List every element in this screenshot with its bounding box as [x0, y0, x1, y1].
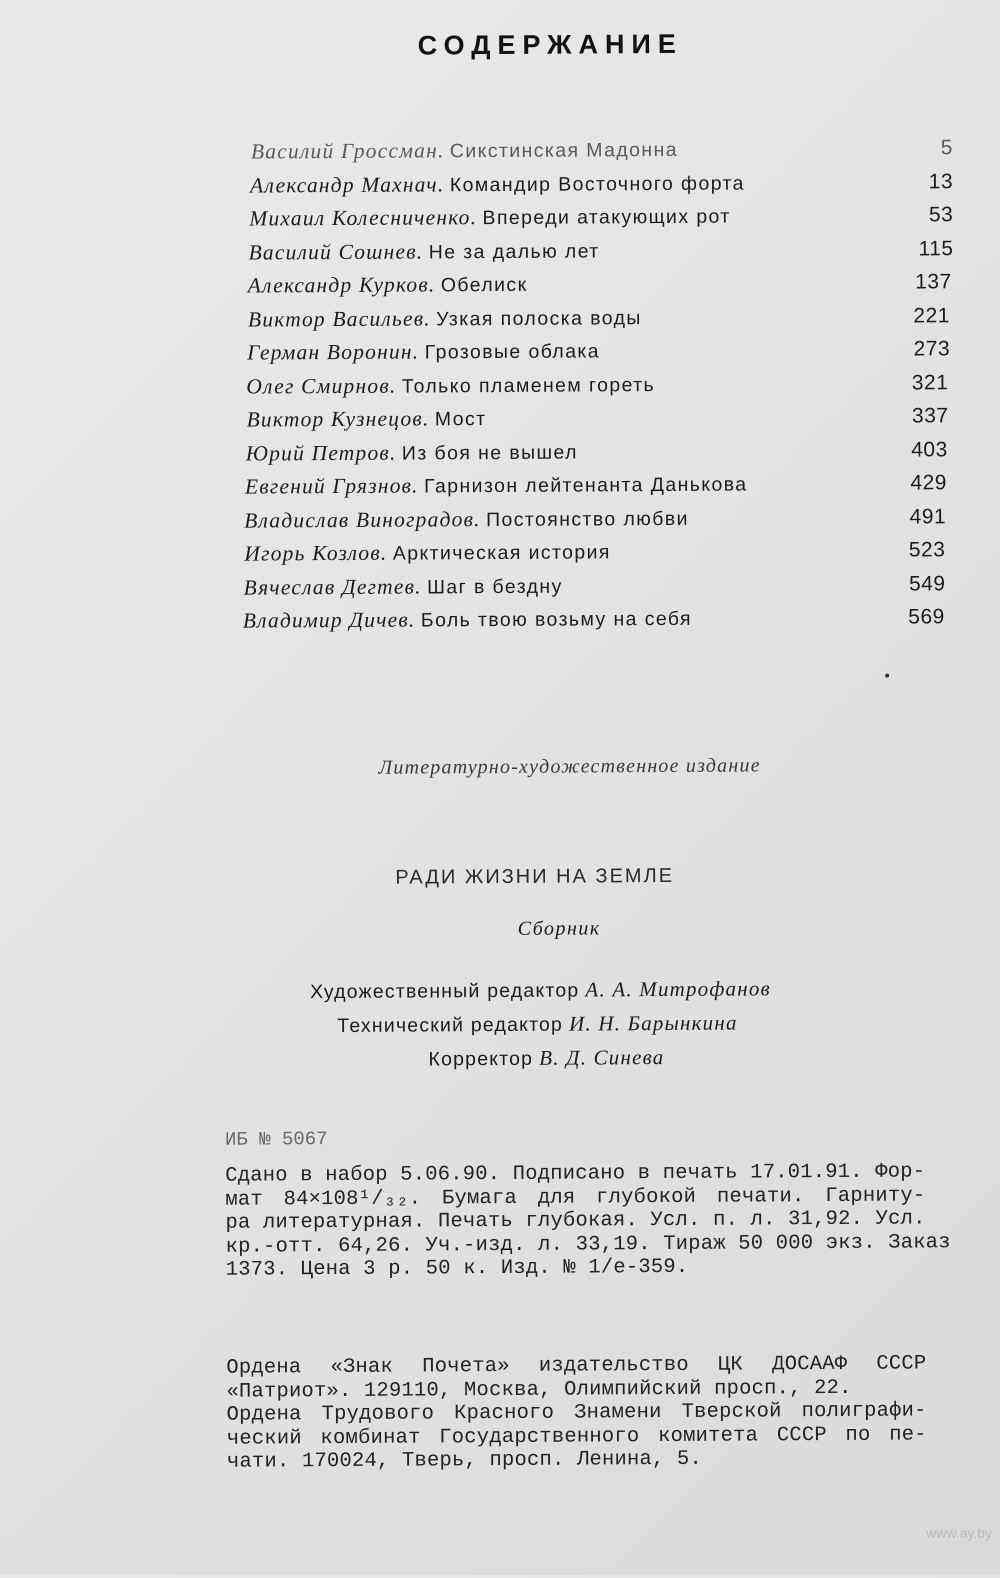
print-line: 1373. Цена 3 р. 50 к. Изд. № 1/е-359. — [225, 1255, 689, 1282]
toc-story-title: Узкая полоска воды — [436, 306, 642, 330]
toc-page-number: 53 — [928, 203, 954, 227]
toc-author: Виктор Кузнецов. — [246, 406, 430, 432]
toc-page-number: 137 — [915, 270, 952, 294]
credit-role: Технический редактор — [337, 1013, 564, 1038]
credit-role: Корректор — [428, 1047, 534, 1071]
toc-entry — [244, 533, 959, 571]
credit-person: А. А. Митрофанов — [585, 976, 771, 1002]
ib-number: ИБ № 5067 — [224, 1128, 328, 1151]
toc-story-title: Постоянство любви — [485, 507, 689, 531]
toc-entry — [251, 131, 957, 169]
toc-story-title: Мост — [434, 408, 487, 431]
toc-heading: СОДЕРЖАНИЕ — [417, 28, 683, 61]
toc-story-title: Арктическая история — [392, 541, 611, 565]
toc-author: Виктор Васильев. — [247, 305, 431, 332]
print-line: ра литературная. Печать глубокая. Усл. п. л. 31,92. Усл. — [225, 1207, 926, 1235]
print-line: кр.-отт. 64,26. Уч.-изд. л. 33,19. Тираж 50 000 экз. Заказ — [225, 1230, 951, 1259]
credit-tech-editor — [337, 1011, 738, 1038]
credit-person: В. Д. Синева — [539, 1045, 665, 1070]
publisher-line: ческий комбинат Государственного комитета СССР по пе- — [226, 1422, 927, 1451]
toc-story-title: Командир Восточного форта — [449, 172, 745, 196]
toc-author: Михаил Колесниченко. — [249, 205, 478, 231]
credit-role: Художественный редактор — [309, 979, 580, 1004]
publisher-line: Ордена «Знак Почета» издательство ЦК ДОСААФ СССР — [226, 1352, 927, 1380]
toc-author: Василий Сошнев. — [248, 238, 424, 265]
toc-author: Владислав Виноградов. — [244, 506, 481, 533]
toc-page-number: 569 — [908, 605, 945, 629]
toc-story-title: Обелиск — [440, 273, 528, 297]
toc-author: Владимир Дичев. — [242, 607, 416, 633]
toc-page-number: 491 — [909, 504, 947, 529]
publisher-line: Ордена Трудового Красного Знамени Тверской полиграфи- — [226, 1399, 927, 1427]
toc-page-number: 549 — [908, 571, 946, 596]
toc-page-number: 523 — [908, 538, 946, 562]
publisher-line: чати. 170024, Тверь, просп. Ленина, 5. — [226, 1447, 703, 1474]
credit-proofreader — [428, 1045, 664, 1071]
toc-author: Евгений Грязнов. — [244, 473, 419, 499]
toc-page-number: 321 — [911, 370, 949, 394]
print-details — [225, 1160, 951, 1282]
toc-story-title: Гарнизон лейтенанта Данькова — [424, 473, 748, 498]
toc-page-number: 5 — [940, 136, 953, 160]
publisher-details — [226, 1352, 927, 1474]
toc-entry — [246, 399, 958, 437]
toc-page-number: 337 — [911, 404, 949, 428]
toc-page-number: 273 — [913, 337, 951, 361]
credit-art-editor — [310, 976, 771, 1004]
credits — [6, 975, 1000, 1071]
toc-entry — [247, 332, 958, 370]
toc-entry — [249, 198, 957, 236]
ink-dot — [885, 674, 889, 678]
edition-type: Литературно-художественное издание — [378, 754, 761, 779]
print-line: Сдано в набор 5.06.90. Подписано в печать 17.01.91. Фор- — [225, 1160, 926, 1188]
toc-entry — [243, 600, 960, 638]
toc-story-title: Грозовые облака — [424, 340, 601, 364]
toc-entry — [245, 466, 959, 504]
toc-story-title: Сикстинская Мадонна — [449, 138, 679, 163]
book-subtitle: Сборник — [517, 917, 601, 940]
toc-page-number: 221 — [913, 303, 951, 327]
print-line: мат 84×108¹/₃₂. Бумага для глубокой печати. Гарниту- — [225, 1183, 926, 1212]
toc-story-title: Боль твою возьму на себя — [420, 607, 693, 632]
book-title: РАДИ ЖИЗНИ НА ЗЕМЛЕ — [395, 864, 675, 889]
toc-story-title: Шаг в бездну — [427, 575, 563, 598]
toc-story-title: Только пламенем гореть — [401, 373, 656, 398]
watermark: www.ay.by — [926, 1525, 992, 1541]
toc-author: Игорь Козлов. — [244, 540, 388, 566]
toc-author: Вячеслав Дегтев. — [243, 573, 422, 600]
toc-entry — [248, 265, 958, 303]
toc-page-number: 13 — [928, 169, 954, 193]
toc-author: Герман Воронин. — [247, 339, 420, 365]
toc-entry — [244, 500, 959, 538]
credit-person: И. Н. Барынкина — [568, 1010, 738, 1036]
toc-story-title: Не за далью лет — [428, 239, 600, 263]
toc-entry — [248, 232, 957, 270]
toc-story-title: Впереди атакующих рот — [482, 205, 731, 230]
toc-page-number: 429 — [910, 471, 948, 495]
toc-author: Александр Махнач. — [250, 171, 445, 198]
toc-author: Александр Курков. — [247, 272, 436, 298]
publisher-line: «Патриот». 129110, Москва, Олимпийский просп., 22. — [226, 1376, 852, 1404]
toc-author: Василий Гроссман. — [250, 138, 445, 164]
toc-story-title: Из боя не вышел — [401, 441, 578, 465]
toc-page-number: 115 — [918, 236, 954, 260]
toc-page-number: 403 — [911, 437, 948, 461]
toc-entry — [246, 366, 958, 404]
toc-author: Олег Смирнов. — [246, 373, 397, 399]
toc-entry — [248, 299, 958, 337]
toc-entry — [246, 433, 959, 471]
toc-entry — [243, 567, 959, 605]
toc-author: Юрий Петров. — [245, 440, 397, 466]
table-of-contents — [242, 131, 960, 638]
toc-entry — [250, 165, 957, 203]
